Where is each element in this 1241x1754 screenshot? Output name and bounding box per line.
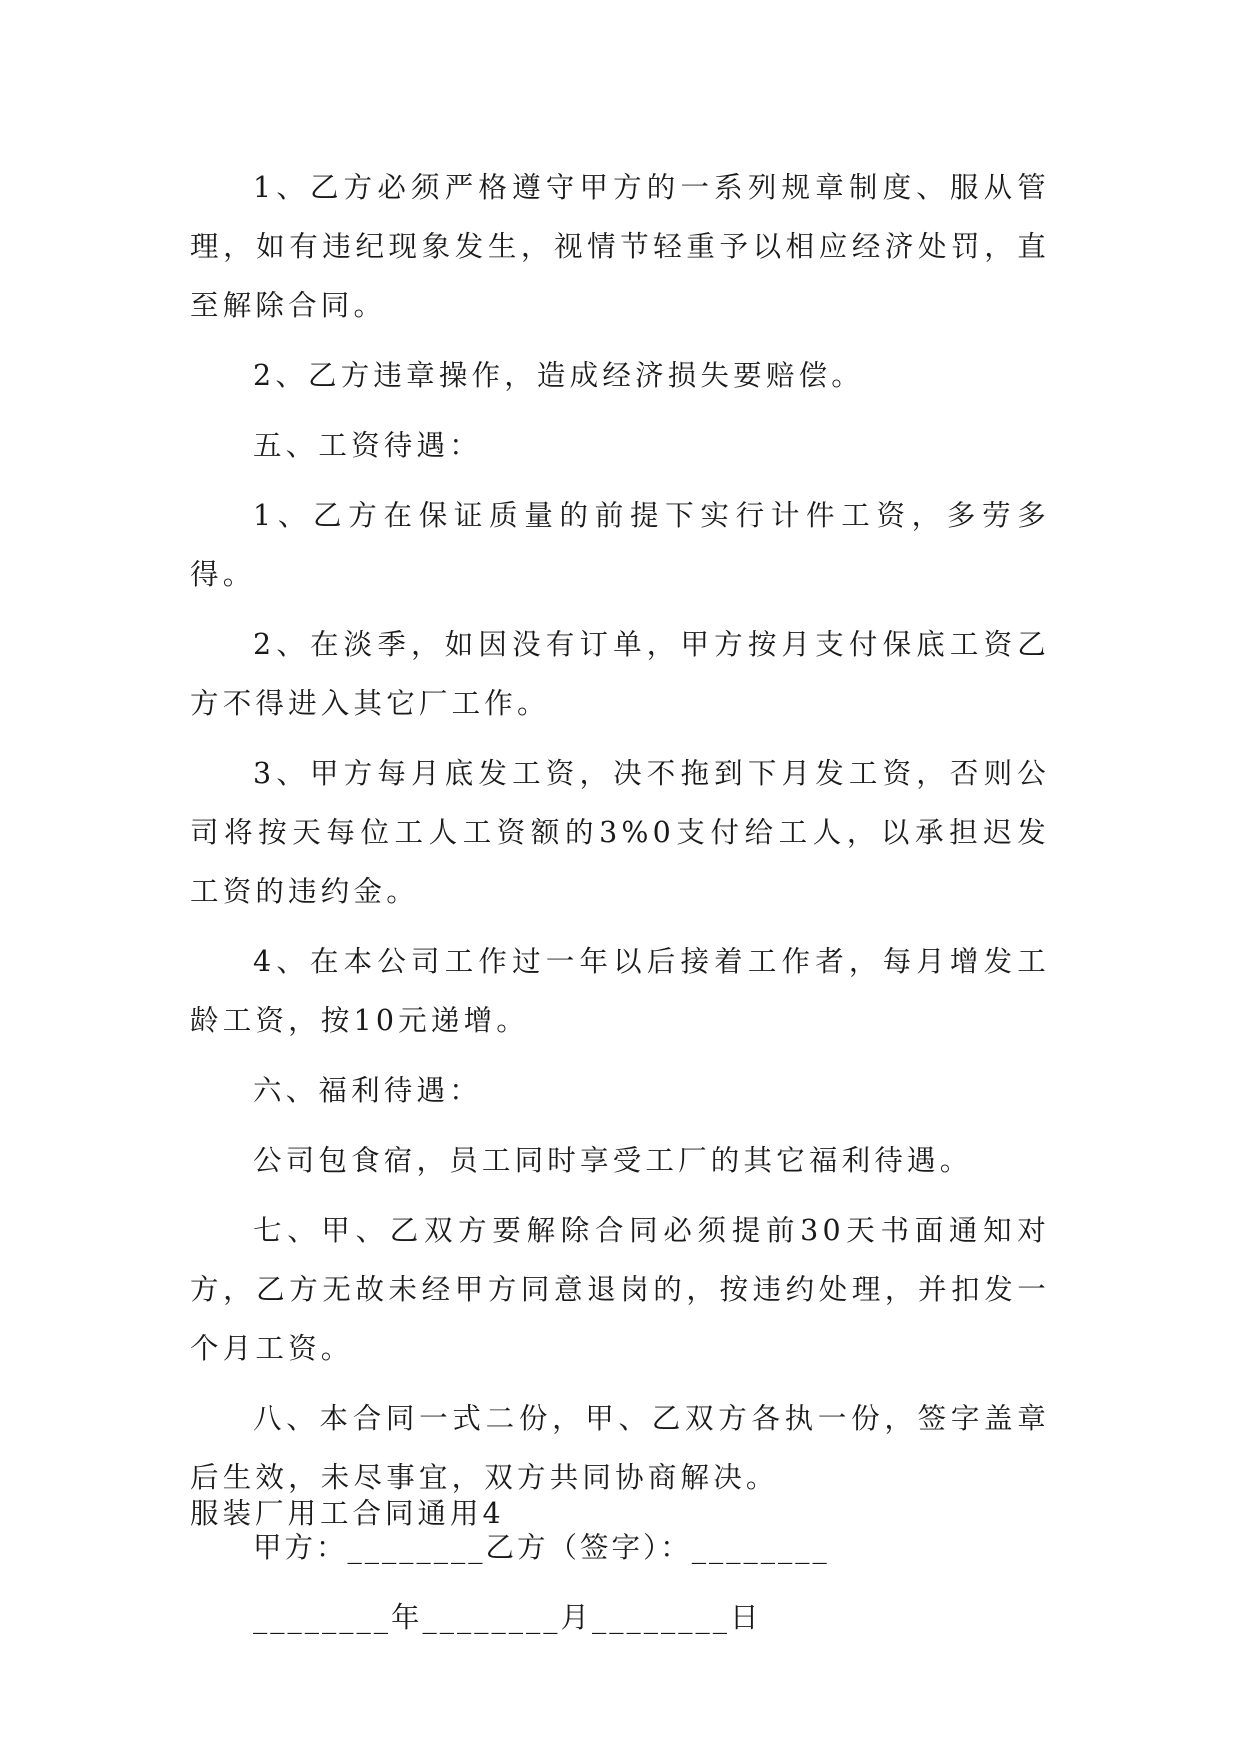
document-body: [190, 158, 1050, 1658]
section-heading-benefits: 六、福利待遇：: [253, 1074, 482, 1107]
paragraph-wage-3: 3、甲方每月底发工资，决不拖到下月发工资，否则公司将按天每位工人工资额的3%0支付给工人，以承担迟发工资的违约金。: [190, 757, 1050, 908]
paragraph-wage-2: 2、在淡季，如因没有订单，甲方按月支付保底工资乙方不得进入其它厂工作。: [190, 628, 1050, 720]
date-line: ________年________月________日: [253, 1601, 762, 1634]
paragraph-copies: 八、本合同一式二份，甲、乙双方各执一份，签字盖章后生效，未尽事宜，双方共同协商解决。: [190, 1402, 1050, 1494]
paragraph-wage-1: 1、乙方在保证质量的前提下实行计件工资，多劳多得。: [190, 499, 1050, 591]
paragraph-termination: 七、甲、乙双方要解除合同必须提前30天书面通知对方，乙方无故未经甲方同意退岗的，按违约处理，并扣发一个月工资。: [190, 1214, 1050, 1365]
signature-line: 甲方：________乙方（签字）：________: [253, 1531, 830, 1564]
next-section-heading: 服装厂用工合同通用4: [190, 1497, 505, 1530]
paragraph-wage-4: 4、在本公司工作过一年以后接着工作者，每月增发工龄工资，按10元递增。: [190, 945, 1050, 1037]
paragraph-clause-2: 2、乙方违章操作，造成经济损失要赔偿。: [253, 359, 864, 392]
section-heading-wages: 五、工资待遇：: [253, 429, 482, 462]
paragraph-clause-1: 1、乙方必须严格遵守甲方的一系列规章制度、服从管理，如有违纪现象发生，视情节轻重予以相应经济处罚，直至解除合同。: [190, 171, 1050, 322]
paragraph-benefits: 公司包食宿，员工同时享受工厂的其它福利待遇。: [253, 1144, 973, 1177]
